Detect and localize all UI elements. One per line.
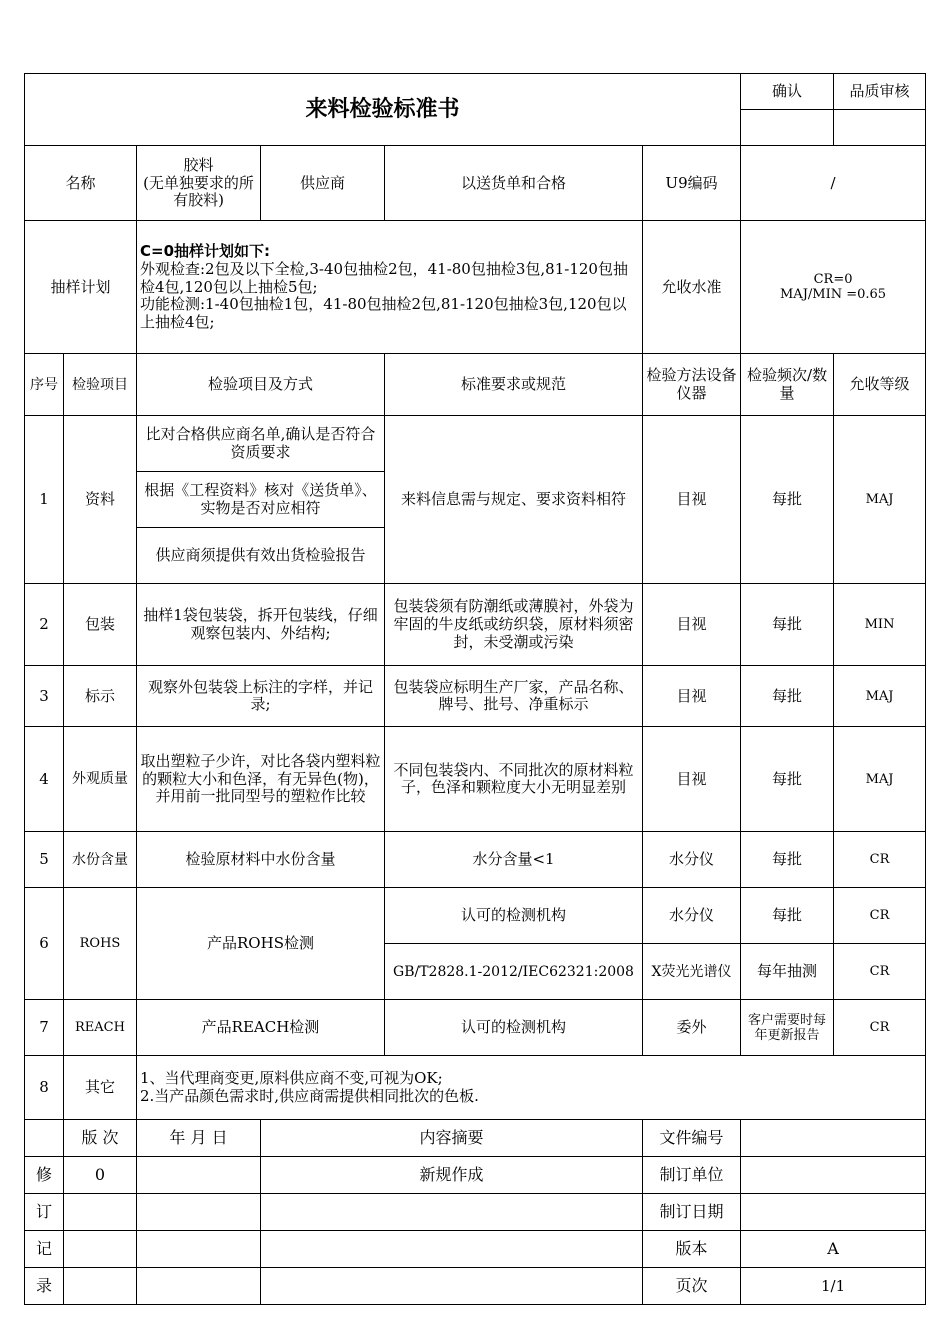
row7-frequency: 客户需要时每年更新报告 bbox=[741, 1000, 834, 1056]
row6-item: ROHS bbox=[64, 888, 137, 1000]
page-value: 1/1 bbox=[741, 1268, 926, 1305]
row2-standard: 包装袋须有防潮纸或薄膜衬，外袋为牢固的牛皮纸或纺织袋，原材料须密封，未受潮或污染 bbox=[385, 584, 643, 666]
revision-header-date: 年 月 日 bbox=[137, 1120, 261, 1157]
row7-equipment: 委外 bbox=[643, 1000, 741, 1056]
row6-no: 6 bbox=[25, 888, 64, 1000]
row2-method: 抽样1袋包装袋，拆开包装线，仔细观察包装内、外结构; bbox=[137, 584, 385, 666]
row1-frequency: 每批 bbox=[741, 416, 834, 584]
row3-standard: 包装袋应标明生产厂家，产品名称、牌号、批号、净重标示 bbox=[385, 666, 643, 727]
row8-item: 其它 bbox=[64, 1056, 137, 1120]
row7-item: REACH bbox=[64, 1000, 137, 1056]
row6-level-b: CR bbox=[834, 944, 926, 1000]
row1-level: MAJ bbox=[834, 416, 926, 584]
header-frequency: 检验频次/数量 bbox=[741, 354, 834, 416]
row6-frequency-a: 每批 bbox=[741, 888, 834, 944]
row4-frequency: 每批 bbox=[741, 727, 834, 832]
row6-equipment-b: X荧光光谱仪 bbox=[643, 944, 741, 1000]
row3-method: 观察外包装袋上标注的字样，并记录; bbox=[137, 666, 385, 727]
row6-standard-a: 认可的检测机构 bbox=[385, 888, 643, 944]
row3-equipment: 目视 bbox=[643, 666, 741, 727]
row8-text: 1、当代理商变更,原料供应商不变,可视为OK; 2.当产品颜色需求时,供应商需提供相同批次的色板. bbox=[137, 1056, 926, 1120]
quality-review-signature bbox=[834, 110, 926, 146]
date-value bbox=[741, 1194, 926, 1231]
row4-standard: 不同包装袋内、不同批次的原材料粒子，色泽和颗粒度大小无明显差别 bbox=[385, 727, 643, 832]
row5-method: 检验原材料中水份含量 bbox=[137, 832, 385, 888]
code-value: / bbox=[741, 146, 926, 221]
acceptance-label: 允收水准 bbox=[643, 221, 741, 354]
sampling-text: 外观检查:2包及以下全检,3-40包抽检2包，41-80包抽检3包,81-120包抽检4包,120包以上抽检5包; 功能检测:1-40包抽检1包，41-80包抽检2包,81-120包抽检3包,120包以上抽检4包; bbox=[140, 259, 628, 331]
row7-no: 7 bbox=[25, 1000, 64, 1056]
unit-label: 制订单位 bbox=[643, 1157, 741, 1194]
revision-empty-date bbox=[137, 1231, 261, 1268]
acceptance-value: CR=0 MAJ/MIN =0.65 bbox=[741, 221, 926, 354]
row6-level-a: CR bbox=[834, 888, 926, 944]
version-value: A bbox=[741, 1231, 926, 1268]
revision-empty-version bbox=[64, 1194, 137, 1231]
revision-header-summary: 内容摘要 bbox=[261, 1120, 643, 1157]
header-equipment: 检验方法设备仪器 bbox=[643, 354, 741, 416]
inspection-standard-table bbox=[24, 73, 926, 1305]
page-label: 页次 bbox=[643, 1268, 741, 1305]
row7-standard: 认可的检测机构 bbox=[385, 1000, 643, 1056]
supplier-label: 供应商 bbox=[261, 146, 385, 221]
row5-level: CR bbox=[834, 832, 926, 888]
row1-no: 1 bbox=[25, 416, 64, 584]
header-method: 检验项目及方式 bbox=[137, 354, 385, 416]
header-standard: 标准要求或规范 bbox=[385, 354, 643, 416]
revision-empty-summary bbox=[261, 1268, 643, 1305]
unit-value bbox=[741, 1157, 926, 1194]
row1-item: 资料 bbox=[64, 416, 137, 584]
row6-equipment-a: 水分仪 bbox=[643, 888, 741, 944]
document-title: 来料检验标准书 bbox=[25, 74, 741, 146]
row7-method: 产品REACH检测 bbox=[137, 1000, 385, 1056]
row5-equipment: 水分仪 bbox=[643, 832, 741, 888]
revision-empty-summary bbox=[261, 1194, 643, 1231]
revision-entry-summary: 新规作成 bbox=[261, 1157, 643, 1194]
row4-method: 取出塑粒子少许，对比各袋内塑料粒的颗粒大小和色泽，有无异色(物)，并用前一批同型号的塑粒作比较 bbox=[137, 727, 385, 832]
row3-no: 3 bbox=[25, 666, 64, 727]
row1-method-b: 根据《工程资料》核对《送货单》、实物是否对应相符 bbox=[137, 472, 385, 528]
row2-equipment: 目视 bbox=[643, 584, 741, 666]
row8-no: 8 bbox=[25, 1056, 64, 1120]
row2-item: 包装 bbox=[64, 584, 137, 666]
header-item: 检验项目 bbox=[64, 354, 137, 416]
revision-empty-version bbox=[64, 1231, 137, 1268]
revision-empty-date bbox=[137, 1268, 261, 1305]
quality-review-label: 品质审核 bbox=[834, 74, 926, 110]
row4-level: MAJ bbox=[834, 727, 926, 832]
sampling-label: 抽样计划 bbox=[25, 221, 137, 354]
row3-item: 标示 bbox=[64, 666, 137, 727]
row5-no: 5 bbox=[25, 832, 64, 888]
row6-frequency-b: 每年抽测 bbox=[741, 944, 834, 1000]
name-label: 名称 bbox=[25, 146, 137, 221]
row1-equipment: 目视 bbox=[643, 416, 741, 584]
row2-frequency: 每批 bbox=[741, 584, 834, 666]
row3-frequency: 每批 bbox=[741, 666, 834, 727]
row2-no: 2 bbox=[25, 584, 64, 666]
row3-level: MAJ bbox=[834, 666, 926, 727]
revision-empty-version bbox=[64, 1268, 137, 1305]
doc-no-value bbox=[741, 1120, 926, 1157]
revision-entry-version: 0 bbox=[64, 1157, 137, 1194]
row6-method: 产品ROHS检测 bbox=[137, 888, 385, 1000]
revision-empty-summary bbox=[261, 1231, 643, 1268]
row1-standard: 来料信息需与规定、要求资料相符 bbox=[385, 416, 643, 584]
row2-level: MIN bbox=[834, 584, 926, 666]
name-value: 胶料 (无单独要求的所有胶料) bbox=[137, 146, 261, 221]
row7-level: CR bbox=[834, 1000, 926, 1056]
version-label: 版本 bbox=[643, 1231, 741, 1268]
row4-equipment: 目视 bbox=[643, 727, 741, 832]
code-label: U9编码 bbox=[643, 146, 741, 221]
row4-item: 外观质量 bbox=[64, 727, 137, 832]
row5-frequency: 每批 bbox=[741, 832, 834, 888]
revision-empty-date bbox=[137, 1194, 261, 1231]
revision-entry-date bbox=[137, 1157, 261, 1194]
doc-no-label: 文件编号 bbox=[643, 1120, 741, 1157]
revision-corner bbox=[25, 1120, 64, 1157]
confirm-label: 确认 bbox=[741, 74, 834, 110]
header-level: 允收等级 bbox=[834, 354, 926, 416]
sampling-heading: C=0抽样计划如下: bbox=[140, 242, 271, 261]
row5-item: 水份含量 bbox=[64, 832, 137, 888]
row1-method-c: 供应商须提供有效出货检验报告 bbox=[137, 528, 385, 584]
supplier-value: 以送货单和合格 bbox=[385, 146, 643, 221]
row1-method-a: 比对合格供应商名单,确认是否符合资质要求 bbox=[137, 416, 385, 472]
row5-standard: 水分含量<1 bbox=[385, 832, 643, 888]
sampling-plan bbox=[137, 221, 643, 354]
revision-header-version: 版 次 bbox=[64, 1120, 137, 1157]
revision-side-char-1: 修 bbox=[25, 1157, 64, 1194]
row4-no: 4 bbox=[25, 727, 64, 832]
row6-standard-b: GB/T2828.1-2012/IEC62321:2008 bbox=[385, 944, 643, 1000]
revision-side-char-2: 订 bbox=[25, 1194, 64, 1231]
header-no: 序号 bbox=[25, 354, 64, 416]
date-label: 制订日期 bbox=[643, 1194, 741, 1231]
revision-side-char-4: 录 bbox=[25, 1268, 64, 1305]
revision-side-char-3: 记 bbox=[25, 1231, 64, 1268]
confirm-signature bbox=[741, 110, 834, 146]
